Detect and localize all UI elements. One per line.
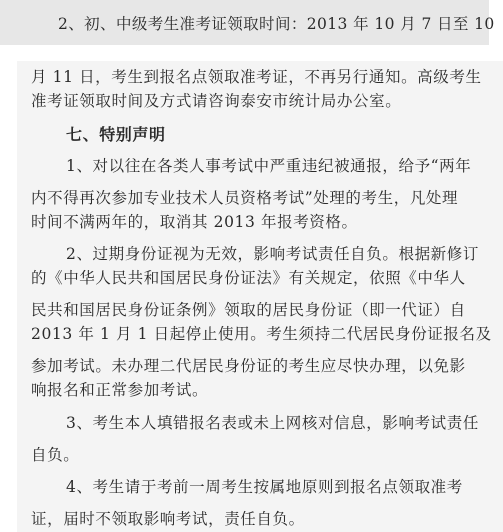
body-line-10: 2013 年 1 月 1 日起停止使用。考生须持二代居民身份证报名及 xyxy=(31,325,492,343)
body-line-5: 内不得再次参加专业技术人员资格考试”处理的考生，凡处理 xyxy=(31,189,459,207)
white-gap xyxy=(0,45,503,61)
body-line-8: 的《中华人民共和国居民身份证法》有关规定，依照《中华人 xyxy=(31,269,466,287)
body-line-1: 月 11 日，考生到报名点领取准考证，不再另行通知。高级考生 xyxy=(31,68,482,86)
top-text-strip xyxy=(0,0,495,45)
body-line-14: 自负。 xyxy=(31,446,80,464)
body-line-2: 准考证领取时间及方式请咨询泰安市统计局办公室。 xyxy=(31,92,402,110)
body-line-12: 响报名和正常参加考试。 xyxy=(31,381,209,399)
body-line-4: 1、对以往在各类人事考试中严重违纪被通报，给予“两年 xyxy=(66,157,472,175)
body-line-11: 参加考试。未办理二代居民身份证的考生应尽快办理，以免影 xyxy=(31,357,466,375)
section-heading: 七、特别声明 xyxy=(66,125,166,144)
body-line-6: 时间不满两年的，取消其 2013 年报考资格。 xyxy=(31,213,358,231)
body-line-15: 4、考生请于考前一周考生按属地原则到报名点领取准考 xyxy=(66,478,463,496)
scanned-document xyxy=(17,61,503,532)
body-line-13: 3、考生本人填错报名表或未上网核对信息，影响考试责任 xyxy=(66,414,479,432)
top-strip-line: 2、初、中级考生准考证领取时间：2013 年 10 月 7 日至 10 xyxy=(58,15,495,33)
body-line-9: 民共和国居民身份证条例》领取的居民身份证（即一代证）自 xyxy=(31,301,466,319)
body-line-16: 证，届时不领取影响考试，责任自负。 xyxy=(31,510,305,528)
body-line-7: 2、过期身份证视为无效，影响考试责任自负。根据新修订 xyxy=(66,245,479,263)
